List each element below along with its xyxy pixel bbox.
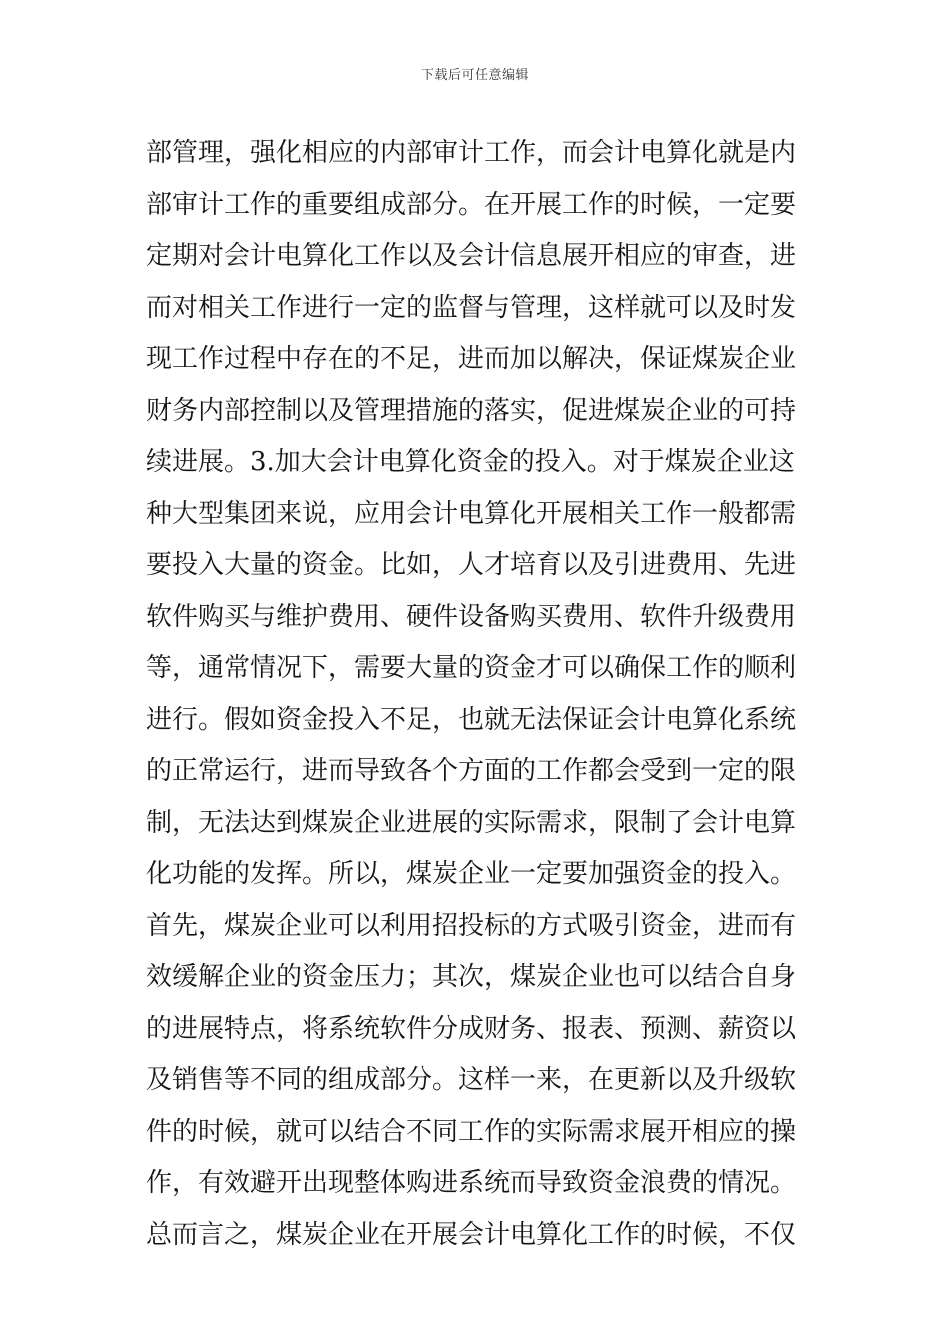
text-line: 首先，煤炭企业可以利用招投标的方式吸引资金，进而有 xyxy=(146,910,797,941)
text-line: 作，有效避开出现整体购进系统而导致资金浪费的情况。 xyxy=(146,1168,797,1198)
text-line: 等，通常情况下，需要大量的资金才可以确保工作的顺利 xyxy=(146,653,797,683)
text-line: 的正常运行，进而导致各个方面的工作都会受到一定的限 xyxy=(146,756,797,786)
body-text xyxy=(146,128,810,1261)
text-line: 及销售等不同的组成部分。这样一来，在更新以及升级软 xyxy=(146,1065,797,1095)
text-line: 制，无法达到煤炭企业进展的实际需求，限制了会计电算 xyxy=(146,807,797,838)
text-line: 财务内部控制以及管理措施的落实，促进煤炭企业的可持 xyxy=(146,395,797,426)
text-line: 进行。假如资金投入不足，也就无法保证会计电算化系统 xyxy=(146,704,797,735)
text-line: 部审计工作的重要组成部分。在开展工作的时候，一定要 xyxy=(146,189,797,220)
text-line: 软件购买与维护费用、硬件设备购买费用、软件升级费用 xyxy=(146,601,797,632)
text-line: 现工作过程中存在的不足，进而加以解决，保证煤炭企业 xyxy=(146,344,797,374)
text-line: 总而言之，煤炭企业在开展会计电算化工作的时候，不仅 xyxy=(146,1219,797,1250)
text-line: 定期对会计电算化工作以及会计信息展开相应的审查，进 xyxy=(146,241,797,271)
text-line: 续进展。3.加大会计电算化资金的投入。对于煤炭企业这 xyxy=(146,447,795,477)
text-line: 要投入大量的资金。比如，人才培育以及引进费用、先进 xyxy=(146,550,797,580)
text-line: 件的时候，就可以结合不同工作的实际需求展开相应的操 xyxy=(146,1116,797,1147)
text-line: 的进展特点，将系统软件分成财务、报表、预测、薪资以 xyxy=(146,1013,797,1044)
text-line: 化功能的发挥。所以，煤炭企业一定要加强资金的投入。 xyxy=(146,859,797,889)
text-line: 种大型集团来说，应用会计电算化开展相关工作一般都需 xyxy=(146,498,797,529)
text-line: 效缓解企业的资金压力；其次，煤炭企业也可以结合自身 xyxy=(146,962,797,992)
text-line: 而对相关工作进行一定的监督与管理，这样就可以及时发 xyxy=(146,292,797,323)
page-header: 下载后可任意编辑 xyxy=(420,68,529,83)
text-line: 部管理，强化相应的内部审计工作，而会计电算化就是内 xyxy=(146,138,797,168)
